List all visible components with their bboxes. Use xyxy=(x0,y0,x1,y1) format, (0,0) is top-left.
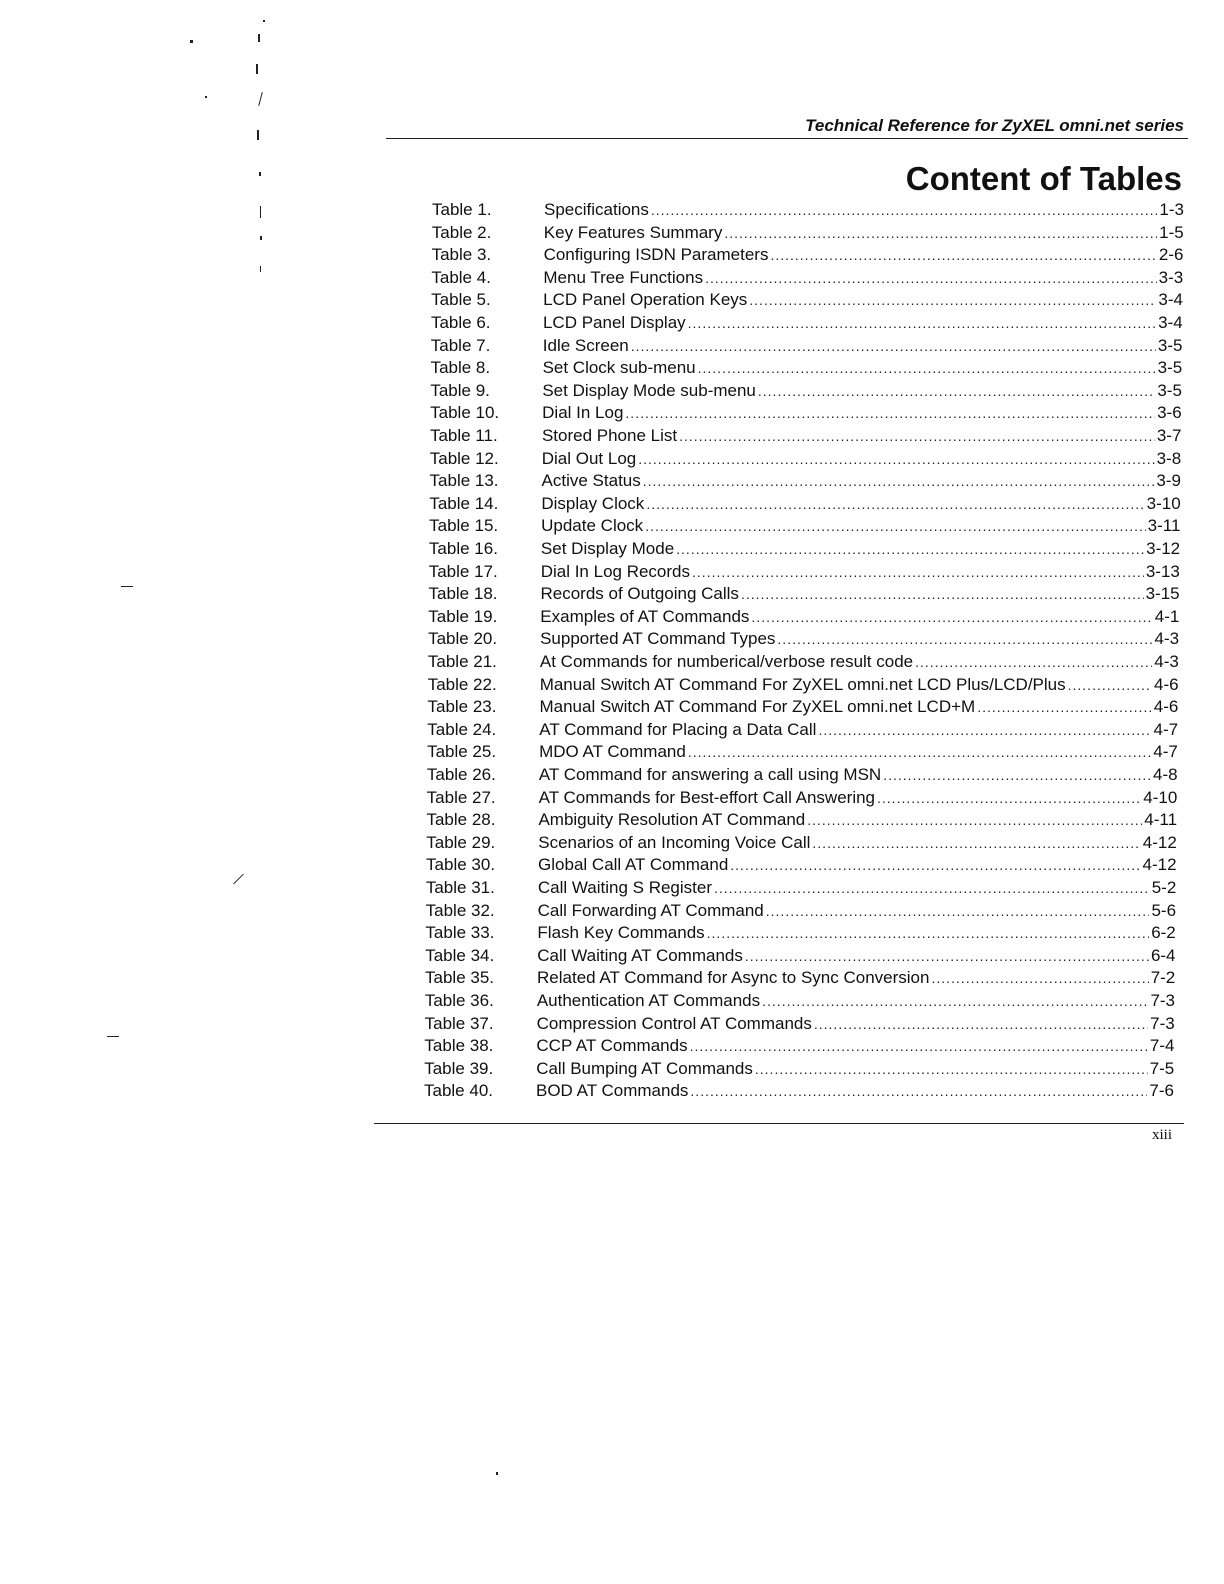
toc-entry-title: AT Commands for Best-effort Call Answering xyxy=(538,787,876,807)
toc-entry xyxy=(429,561,1180,583)
toc-entry-page: 4-6 xyxy=(1154,674,1179,694)
dot-leader xyxy=(883,764,1151,786)
toc-entry xyxy=(424,1080,1174,1102)
scan-mark xyxy=(260,206,261,218)
dot-leader xyxy=(751,606,1152,628)
dot-leader xyxy=(692,561,1144,583)
dot-leader xyxy=(631,335,1156,357)
toc-entry-number: Table 6. xyxy=(430,313,491,332)
toc-entry-page: 5-6 xyxy=(1151,900,1177,920)
toc-entry-title: Key Features Summary xyxy=(543,222,723,242)
toc-entry-number: Table 32. xyxy=(425,900,495,920)
toc-entry-page: 3-7 xyxy=(1156,426,1182,445)
toc-entry xyxy=(427,696,1178,718)
toc-entry-title: Call Bumping AT Commands xyxy=(536,1058,753,1078)
toc-entry-title: Specifications xyxy=(544,200,649,219)
toc-entry xyxy=(431,267,1183,289)
toc-entry-page: 1-3 xyxy=(1159,200,1184,219)
footer-rule xyxy=(374,1123,1184,1124)
toc-entry-page: 3-11 xyxy=(1147,516,1181,536)
dot-leader xyxy=(714,877,1150,899)
dot-leader xyxy=(638,448,1154,470)
toc-entry-number: Table 23. xyxy=(427,697,497,717)
toc-entry-number: Table 15. xyxy=(429,516,499,536)
toc-entry-title: MDO AT Command xyxy=(539,742,686,762)
toc-entry xyxy=(428,606,1179,628)
toc-entry xyxy=(430,448,1181,470)
toc-entry-title: AT Command for Placing a Data Call xyxy=(539,719,817,739)
toc-entry-title: Examples of AT Commands xyxy=(540,606,750,626)
toc-entry-page: 4-11 xyxy=(1144,810,1178,830)
toc-entry-page: 4-7 xyxy=(1153,742,1178,762)
dot-leader xyxy=(679,425,1155,447)
page-title: Content of Tables xyxy=(905,160,1182,197)
toc-entry-page: 3-8 xyxy=(1156,448,1182,468)
dot-leader xyxy=(646,493,1144,515)
dot-leader xyxy=(741,583,1144,605)
scan-mark xyxy=(260,266,261,272)
toc-entry-number: Table 7. xyxy=(430,335,491,355)
dot-leader xyxy=(777,628,1152,650)
dot-leader xyxy=(724,222,1157,244)
toc-entry-number: Table 29. xyxy=(426,832,496,852)
dot-leader xyxy=(690,1035,1148,1057)
toc-entry-page: 6-2 xyxy=(1151,923,1176,943)
toc-entry-page: 2-6 xyxy=(1158,245,1184,265)
dot-leader xyxy=(698,357,1156,379)
scan-mark xyxy=(205,96,207,98)
toc-entry-page: 4-12 xyxy=(1142,855,1177,875)
dot-leader xyxy=(762,990,1148,1012)
dot-leader xyxy=(745,945,1149,967)
toc-entry xyxy=(428,628,1179,650)
toc-entry-page: 3-4 xyxy=(1158,290,1183,310)
toc-entry-title: Set Clock sub-menu xyxy=(542,358,696,378)
toc-entry-title: Ambiguity Resolution AT Command xyxy=(538,810,806,830)
toc-entry-title: Manual Switch AT Command For ZyXEL omni.net LCD Plus/LCD/Plus xyxy=(539,674,1066,694)
toc-entry xyxy=(425,945,1175,967)
scan-mark xyxy=(107,1036,119,1037)
toc-entry xyxy=(427,741,1178,763)
toc-entry-number: Table 8. xyxy=(430,358,491,378)
toc-entry-number: Table 13. xyxy=(429,471,499,491)
toc-entry-title: Global Call AT Command xyxy=(538,855,729,875)
dot-leader xyxy=(758,380,1155,402)
toc-entry-number: Table 36. xyxy=(424,991,494,1010)
toc-entry-number: Table 10. xyxy=(430,403,500,423)
toc-entry xyxy=(430,425,1181,447)
toc-entry-number: Table 24. xyxy=(427,719,497,739)
toc-entry xyxy=(427,764,1178,786)
dot-leader xyxy=(707,922,1150,944)
toc-entry-page: 3-10 xyxy=(1146,493,1181,513)
toc-entry-title: AT Command for answering a call using MSN xyxy=(538,765,882,784)
dot-leader xyxy=(651,199,1158,221)
toc-entry-title: Stored Phone List xyxy=(541,426,678,445)
toc-entry xyxy=(429,493,1180,515)
toc-entry-number: Table 5. xyxy=(431,290,491,310)
toc-entry-number: Table 1. xyxy=(432,200,492,219)
toc-entry-number: Table 26. xyxy=(426,765,496,784)
running-header: Technical Reference for ZyXEL omni.net series xyxy=(805,116,1184,135)
toc-entry-title: Display Clock xyxy=(541,493,645,513)
dot-leader xyxy=(818,719,1151,741)
toc-entry-page: 4-8 xyxy=(1152,765,1178,784)
toc-entry-page: 1-5 xyxy=(1159,222,1184,242)
toc-entry xyxy=(431,357,1183,379)
toc-entry xyxy=(429,538,1180,560)
scan-mark xyxy=(121,586,133,587)
toc-entry xyxy=(430,470,1181,492)
toc-entry-number: Table 14. xyxy=(429,493,499,513)
dot-leader xyxy=(770,244,1156,266)
toc-entry-number: Table 40. xyxy=(424,1081,493,1101)
dot-leader xyxy=(807,809,1142,831)
toc-entry xyxy=(432,222,1184,244)
toc-entry-title: Manual Switch AT Command For ZyXEL omni.net LCD+M xyxy=(539,697,976,717)
toc-entry-title: Configuring ISDN Parameters xyxy=(543,245,769,265)
toc-entry-page: 3-5 xyxy=(1157,380,1182,400)
toc-entry-number: Table 4. xyxy=(431,267,491,287)
scan-mark xyxy=(257,130,259,140)
scan-mark xyxy=(258,92,263,106)
toc-entry-title: Dial In Log xyxy=(542,403,624,423)
toc-entry-number: Table 18. xyxy=(428,584,498,604)
toc-entry-page: 4-1 xyxy=(1154,606,1180,626)
dot-leader xyxy=(688,741,1151,763)
dot-leader xyxy=(977,696,1152,718)
toc-entry-number: Table 31. xyxy=(425,878,495,897)
toc-entry-title: Dial Out Log xyxy=(541,448,637,468)
toc-entry-number: Table 16. xyxy=(428,539,498,558)
scan-mark xyxy=(256,64,258,74)
scan-mark xyxy=(258,34,260,42)
toc-entry xyxy=(431,335,1183,357)
dot-leader xyxy=(915,651,1152,673)
toc-entry-page: 7-3 xyxy=(1150,1013,1175,1033)
toc-entry-number: Table 39. xyxy=(424,1058,494,1078)
toc-entry-number: Table 25. xyxy=(427,742,497,762)
toc-entry-page: 5-2 xyxy=(1151,878,1177,897)
toc-entry-page: 3-4 xyxy=(1158,313,1183,332)
scan-mark xyxy=(259,172,261,176)
toc-entry-page: 3-5 xyxy=(1157,358,1183,378)
toc-entry xyxy=(425,990,1175,1012)
toc-entry-page: 4-3 xyxy=(1154,629,1180,649)
toc-entry xyxy=(424,1035,1174,1057)
toc-entry-title: Call Waiting AT Commands xyxy=(537,945,743,965)
dot-leader xyxy=(812,832,1140,854)
toc-entry-number: Table 9. xyxy=(430,380,490,400)
toc-entry-title: Update Clock xyxy=(541,516,644,536)
toc-entry-title: Flash Key Commands xyxy=(537,923,705,943)
toc-entry-number: Table 21. xyxy=(427,652,497,671)
dot-leader xyxy=(688,312,1156,334)
toc-entry-page: 3-3 xyxy=(1158,267,1184,287)
toc-entry xyxy=(429,583,1180,605)
toc-entry-title: CCP AT Commands xyxy=(536,1036,688,1056)
dot-leader xyxy=(690,1080,1147,1102)
toc-entry-title: Compression Control AT Commands xyxy=(536,1013,812,1033)
dot-leader xyxy=(705,267,1157,289)
toc-entry-title: Set Display Mode xyxy=(540,539,675,558)
dot-leader xyxy=(931,967,1148,989)
toc-entry-page: 7-4 xyxy=(1149,1036,1175,1056)
toc-entry xyxy=(430,380,1182,402)
toc-entry xyxy=(427,787,1178,809)
toc-entry-number: Table 12. xyxy=(429,448,499,468)
scan-mark xyxy=(263,20,265,22)
toc-entry xyxy=(428,651,1179,673)
toc-entry-page: 4-7 xyxy=(1153,719,1179,739)
toc-entry-number: Table 28. xyxy=(426,810,496,830)
toc-entry-page: 3-9 xyxy=(1156,471,1181,491)
toc-entry-page: 3-6 xyxy=(1157,403,1182,423)
toc-entry-number: Table 34. xyxy=(425,945,495,965)
toc-entry xyxy=(426,900,1176,922)
dot-leader xyxy=(755,1058,1148,1080)
toc-entry-title: LCD Panel Operation Keys xyxy=(543,290,748,310)
header-rule xyxy=(386,138,1188,139)
toc-entry-number: Table 30. xyxy=(426,855,496,875)
toc-entry-page: 7-3 xyxy=(1150,991,1176,1010)
scan-mark xyxy=(190,40,193,43)
dot-leader xyxy=(730,854,1140,876)
toc-entry xyxy=(425,967,1175,989)
toc-entry-number: Table 27. xyxy=(426,787,496,807)
toc-entry-page: 7-2 xyxy=(1150,968,1176,988)
toc-entry xyxy=(430,402,1182,424)
dot-leader xyxy=(877,787,1141,809)
dot-leader xyxy=(625,402,1155,424)
toc-entry-number: Table 19. xyxy=(428,606,498,626)
toc-entry-title: Set Display Mode sub-menu xyxy=(542,380,756,400)
dot-leader xyxy=(1068,674,1152,696)
toc-entry-title: Active Status xyxy=(541,471,641,491)
dot-leader xyxy=(676,538,1144,560)
toc-entry-page: 3-5 xyxy=(1157,335,1183,355)
toc-entry-title: Menu Tree Functions xyxy=(543,267,704,287)
toc-entry-title: Dial In Log Records xyxy=(540,561,691,581)
toc-entry-number: Table 35. xyxy=(425,968,495,988)
toc-entry xyxy=(429,515,1180,537)
toc-entry xyxy=(426,832,1177,854)
scan-mark xyxy=(233,874,244,885)
toc-entry-title: BOD AT Commands xyxy=(536,1081,689,1101)
toc-entry-number: Table 3. xyxy=(431,245,492,265)
toc-entry xyxy=(426,877,1176,899)
toc-entry-number: Table 22. xyxy=(427,674,497,694)
dot-leader xyxy=(645,515,1145,537)
toc-entry-title: LCD Panel Display xyxy=(542,313,686,332)
toc-entry-number: Table 2. xyxy=(431,222,492,242)
toc-entry xyxy=(431,289,1183,311)
toc-entry-title: Idle Screen xyxy=(542,335,629,355)
toc-entry xyxy=(428,674,1179,696)
scan-mark xyxy=(496,1472,498,1475)
toc-entry-page: 4-10 xyxy=(1143,787,1178,807)
toc-entry-number: Table 38. xyxy=(424,1036,494,1056)
toc-entry-number: Table 37. xyxy=(424,1013,494,1033)
toc-entry xyxy=(432,199,1184,221)
toc-entry-page: 4-3 xyxy=(1154,652,1179,671)
toc-entry xyxy=(426,809,1177,831)
toc-entry xyxy=(424,1058,1174,1080)
toc-entry xyxy=(425,922,1175,944)
toc-entry-page: 7-6 xyxy=(1149,1081,1174,1101)
dot-leader xyxy=(749,289,1156,311)
page-number: xiii xyxy=(1151,1127,1172,1143)
toc-entry-number: Table 17. xyxy=(428,561,498,581)
toc-entry-page: 4-6 xyxy=(1153,697,1179,717)
toc-entry-title: Supported AT Command Types xyxy=(540,629,776,649)
toc-entry-number: Table 33. xyxy=(425,923,495,943)
toc-entry xyxy=(425,1013,1175,1035)
toc-entry-title: Call Waiting S Register xyxy=(537,878,712,897)
toc-entry-page: 6-4 xyxy=(1150,945,1176,965)
toc-entry-title: Authentication AT Commands xyxy=(536,991,761,1010)
dot-leader xyxy=(814,1013,1148,1035)
toc-entry-page: 4-12 xyxy=(1142,832,1177,852)
toc-entry xyxy=(427,719,1178,741)
toc-entry-number: Table 11. xyxy=(429,426,498,445)
toc-entry-page: 7-5 xyxy=(1149,1058,1175,1078)
scan-mark xyxy=(260,236,262,240)
dot-leader xyxy=(766,900,1150,922)
toc-entry-title: Records of Outgoing Calls xyxy=(540,584,739,604)
toc-entry-title: At Commands for numberical/verbose result code xyxy=(539,652,914,671)
dot-leader xyxy=(643,470,1155,492)
toc-entry-number: Table 20. xyxy=(428,629,498,649)
toc-entry-title: Scenarios of an Incoming Voice Call xyxy=(538,832,811,852)
toc-entry xyxy=(432,244,1184,266)
toc-entry-title: Related AT Command for Async to Sync Conversion xyxy=(537,968,930,988)
toc-entry-page: 3-13 xyxy=(1145,561,1180,581)
toc-entry xyxy=(426,854,1177,876)
toc-entry-title: Call Forwarding AT Command xyxy=(537,900,764,920)
toc-entry-page: 3-12 xyxy=(1146,539,1181,558)
toc-entry-page: 3-15 xyxy=(1145,584,1180,604)
toc-entry xyxy=(431,312,1183,334)
